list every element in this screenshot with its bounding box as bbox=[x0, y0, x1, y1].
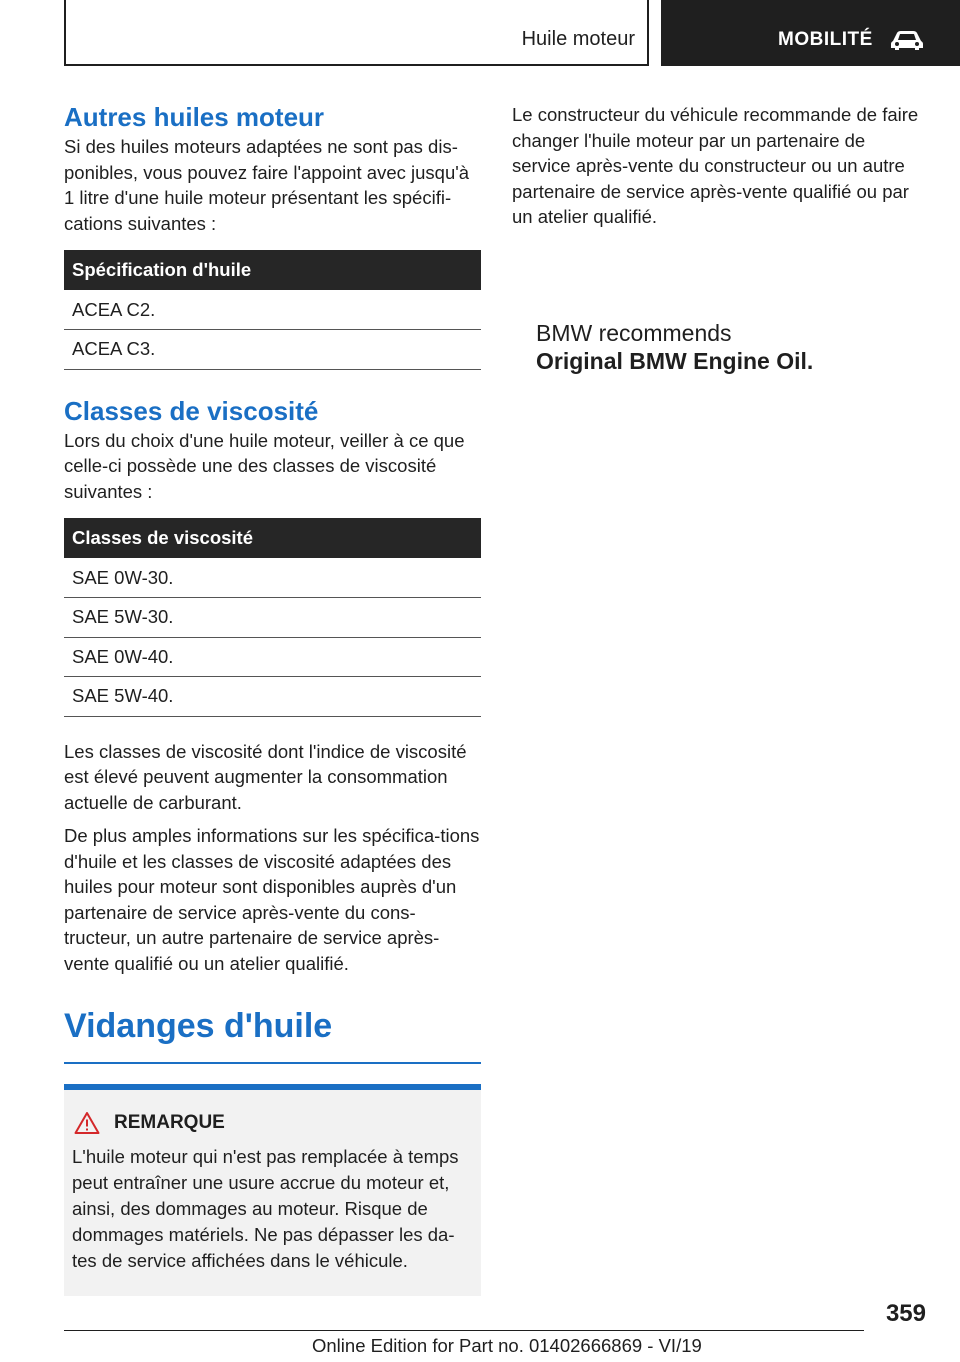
table-row bbox=[64, 677, 481, 717]
bmw-logo-line1: BMW recommends bbox=[536, 320, 732, 346]
table-row bbox=[64, 330, 481, 370]
bmw-logo-line2: Original BMW Engine Oil. bbox=[536, 348, 814, 374]
page-number: 359 bbox=[885, 1300, 926, 1327]
other-oils-text: Si des huiles moteurs adaptées ne sont pas dis-ponibles, vous pouvez faire l'appoint avec jusqu'à 1 litre d'une huile moteur présentant les spécifi-cations suivantes : bbox=[64, 136, 470, 234]
viscosity-cell: SAE 5W-30. bbox=[64, 598, 481, 638]
oil-spec-cell: ACEA C3. bbox=[64, 330, 481, 370]
viscosity-consumption-text: Les classes de viscosité dont l'indice de viscosité est élevé peuvent augmenter la consommation actuelle de carburant. bbox=[64, 740, 467, 813]
header-chapter-box bbox=[661, 0, 960, 66]
bmw-oil-logo bbox=[536, 319, 813, 375]
warning-triangle-icon bbox=[74, 1111, 100, 1135]
right-column bbox=[512, 102, 926, 230]
viscosity-cell: SAE 0W-40. bbox=[64, 637, 481, 677]
viscosity-cell: SAE 5W-40. bbox=[64, 677, 481, 717]
manufacturer-recommendation-text: Le constructeur du véhicule recommande de faire changer l'huile moteur par un partenaire de service après-vente du constructeur ou un autre partenaire de service après-vente qualifié ou par un atelier qualifié. bbox=[512, 104, 919, 227]
footer-rule bbox=[64, 1330, 864, 1331]
oil-spec-header: Spécification d'huile bbox=[64, 250, 481, 290]
notice-text: L'huile moteur qui n'est pas remplacée à temps peut entraîner une usure accrue du moteur et, ainsi, des dommages au moteur. Risque de dommages matériels. Ne pas dépasser les da-tes de service affichées dans le véhicule. bbox=[72, 1146, 459, 1271]
header-chapter-title: MOBILITÉ bbox=[778, 29, 873, 50]
oil-spec-table bbox=[64, 250, 481, 370]
more-info-text: De plus amples informations sur les spécifica-tions d'huile et les classes de viscosité adaptées des huiles pour moteur sont disponibles auprès d'un partenaire de service après-vente du cons-tructeur, un autre partenaire de service après-vente qualifié ou un atelier qualifié. bbox=[64, 825, 480, 974]
heading-rule bbox=[64, 1062, 481, 1064]
viscosity-text: Lors du choix d'une huile moteur, veiller à ce que celle-ci possède une des classes de viscosité suivantes : bbox=[64, 429, 465, 502]
notice-box bbox=[64, 1084, 481, 1296]
car-icon bbox=[889, 28, 925, 52]
header-section-title: Huile moteur bbox=[521, 28, 635, 50]
oil-spec-cell: ACEA C2. bbox=[64, 290, 481, 330]
viscosity-cell: SAE 0W-30. bbox=[64, 558, 481, 598]
table-row bbox=[64, 558, 481, 598]
heading-other-oils: Autres huiles moteur bbox=[64, 102, 325, 132]
footer-edition: Online Edition for Part no. 01402666869 - VI/19 bbox=[312, 1335, 702, 1356]
table-row bbox=[64, 598, 481, 638]
header-section-box bbox=[64, 0, 649, 66]
heading-viscosity: Classes de viscosité bbox=[64, 395, 319, 426]
left-column bbox=[64, 100, 481, 1296]
table-row bbox=[64, 290, 481, 330]
table-row bbox=[64, 637, 481, 677]
notice-header bbox=[72, 1110, 473, 1136]
viscosity-header: Classes de viscosité bbox=[64, 518, 481, 558]
heading-oil-change: Vidanges d'huile bbox=[64, 1007, 333, 1045]
notice-title: REMARQUE bbox=[114, 1112, 225, 1133]
viscosity-table bbox=[64, 518, 481, 717]
